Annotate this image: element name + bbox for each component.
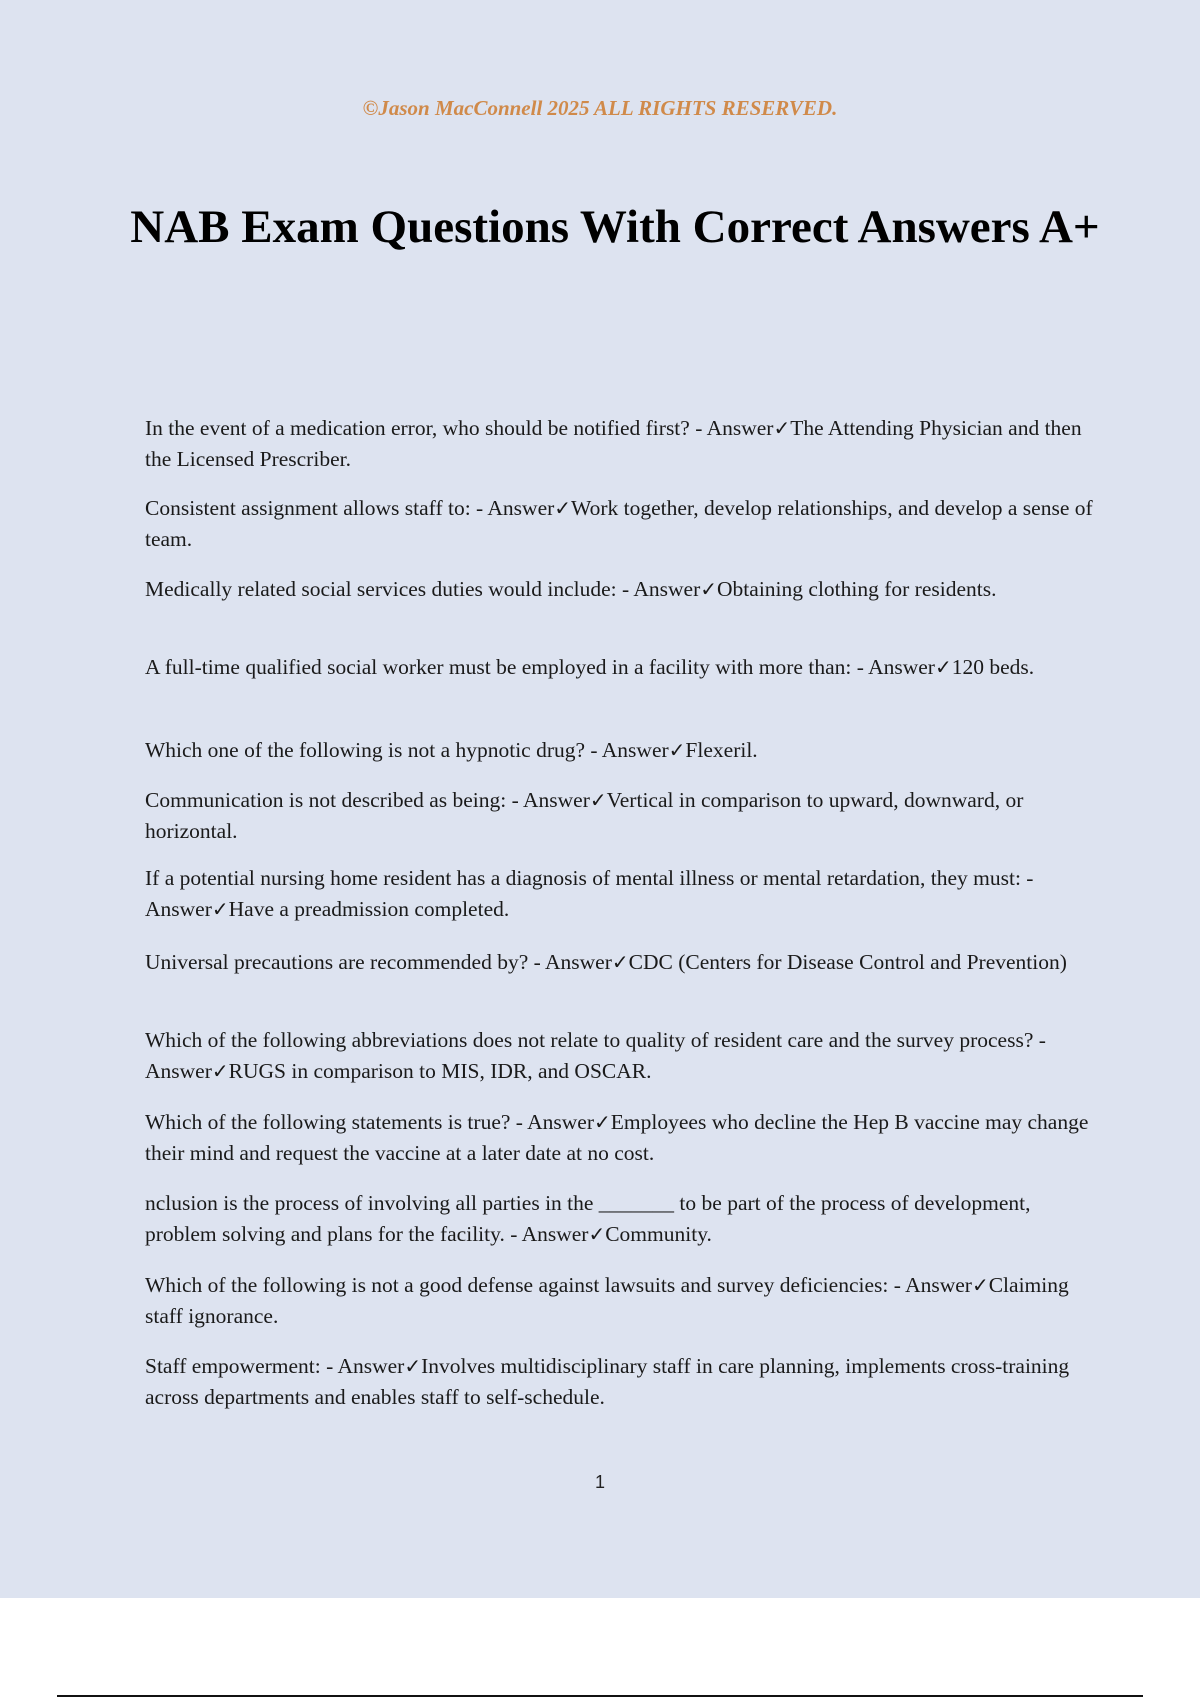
check-mark-icon: ✓ [611,950,629,974]
check-mark-icon: ✓ [589,788,607,812]
question-text: Which of the following abbreviations does not relate to quality of resident care and the survey process? - [145,1028,1046,1052]
question-text: nclusion is the process of involving all parties in the _______ to be part of the process of development, problem solving and plans for the facility. - [145,1191,1031,1246]
qa-item [145,735,1095,766]
question-text: In the event of a medication error, who should be notified first? - [145,416,707,440]
question-text: Universal precautions are recommended by? - [145,950,545,974]
answer-text: 120 beds. [951,655,1035,679]
check-mark-icon: ✓ [404,1354,422,1378]
answer-label: Answer [905,1273,972,1297]
question-text: Staff empowerment: - [145,1354,338,1378]
check-mark-icon: ✓ [700,577,718,601]
check-mark-icon: ✓ [211,1059,229,1083]
check-mark-icon: ✓ [668,738,686,762]
question-text: Communication is not described as being: - [145,788,523,812]
answer-text: Vertical in comparison to upward, downward, or horizontal. [145,788,1024,843]
check-mark-icon: ✓ [554,496,572,520]
answer-text: Have a preadmission completed. [228,897,510,921]
qa-item [145,947,1095,978]
qa-item [145,1025,1095,1087]
answer-text: Work together, develop relationships, and develop a sense of team. [145,496,1093,551]
check-mark-icon: ✓ [934,655,952,679]
check-mark-icon: ✓ [588,1222,606,1246]
question-text: Which one of the following is not a hypnotic drug? - [145,738,602,762]
qa-item [145,413,1095,475]
question-text: Consistent assignment allows staff to: - [145,496,488,520]
answer-text: Involves multidisciplinary staff in care planning, implements cross-training across departments and enables staff to self-schedule. [145,1354,1070,1409]
answer-label: Answer [522,788,590,812]
answer-text: Flexeril. [685,738,758,762]
answer-label: Answer [521,1222,589,1246]
qa-item [145,785,1095,847]
answer-label: Answer [706,416,774,440]
question-text: Which of the following is not a good defense against lawsuits and survey deficiencies: - [145,1273,906,1297]
check-mark-icon: ✓ [773,416,791,440]
question-text: A full-time qualified social worker must be employed in a facility with more than: - [145,655,869,679]
answer-text: The Attending Physician and then the Licensed Prescriber. [145,416,1082,471]
answer-text: Claiming staff ignorance. [145,1273,1069,1328]
question-text: Which of the following statements is true? - [145,1110,528,1134]
answer-label: Answer [487,496,555,520]
answer-label: Answer [527,1110,595,1134]
answer-text: Employees who decline the Hep B vaccine may change their mind and request the vaccine at a later date at no cost. [145,1110,1089,1165]
answer-label: Answer [544,950,612,974]
answer-label: Answer [337,1354,405,1378]
answer-text: Obtaining clothing for residents. [717,577,997,601]
answer-label: Answer [868,655,935,679]
answer-label: Answer [145,897,212,921]
qa-item [145,574,1095,605]
qa-item [145,1107,1095,1169]
check-mark-icon: ✓ [971,1273,989,1297]
qa-item [145,493,1095,555]
qa-item [145,1351,1095,1413]
copyright-notice: ©Jason MacConnell 2025 ALL RIGHTS RESERVED. [362,96,838,120]
page-number: 1 [594,1472,605,1492]
check-mark-icon: ✓ [211,897,229,921]
qa-item [145,863,1095,925]
question-text: Medically related social services duties would include: - [145,577,634,601]
answer-text: CDC (Centers for Disease Control and Prevention) [628,950,1067,974]
qa-item [145,652,1095,683]
answer-label: Answer [145,1059,212,1083]
footer-divider [57,1695,1143,1697]
check-mark-icon: ✓ [594,1110,611,1134]
answer-label: Answer [601,738,669,762]
qa-item [145,1270,1095,1332]
answer-label: Answer [633,577,701,601]
answer-text: RUGS in comparison to MIS, IDR, and OSCAR. [228,1059,652,1083]
question-text: If a potential nursing home resident has a diagnosis of mental illness or mental retardation, they must: - [145,866,1034,890]
document-title: NAB Exam Questions With Correct Answers A+ [130,201,1100,253]
answer-text: Community. [605,1222,712,1246]
qa-item [145,1188,1095,1250]
